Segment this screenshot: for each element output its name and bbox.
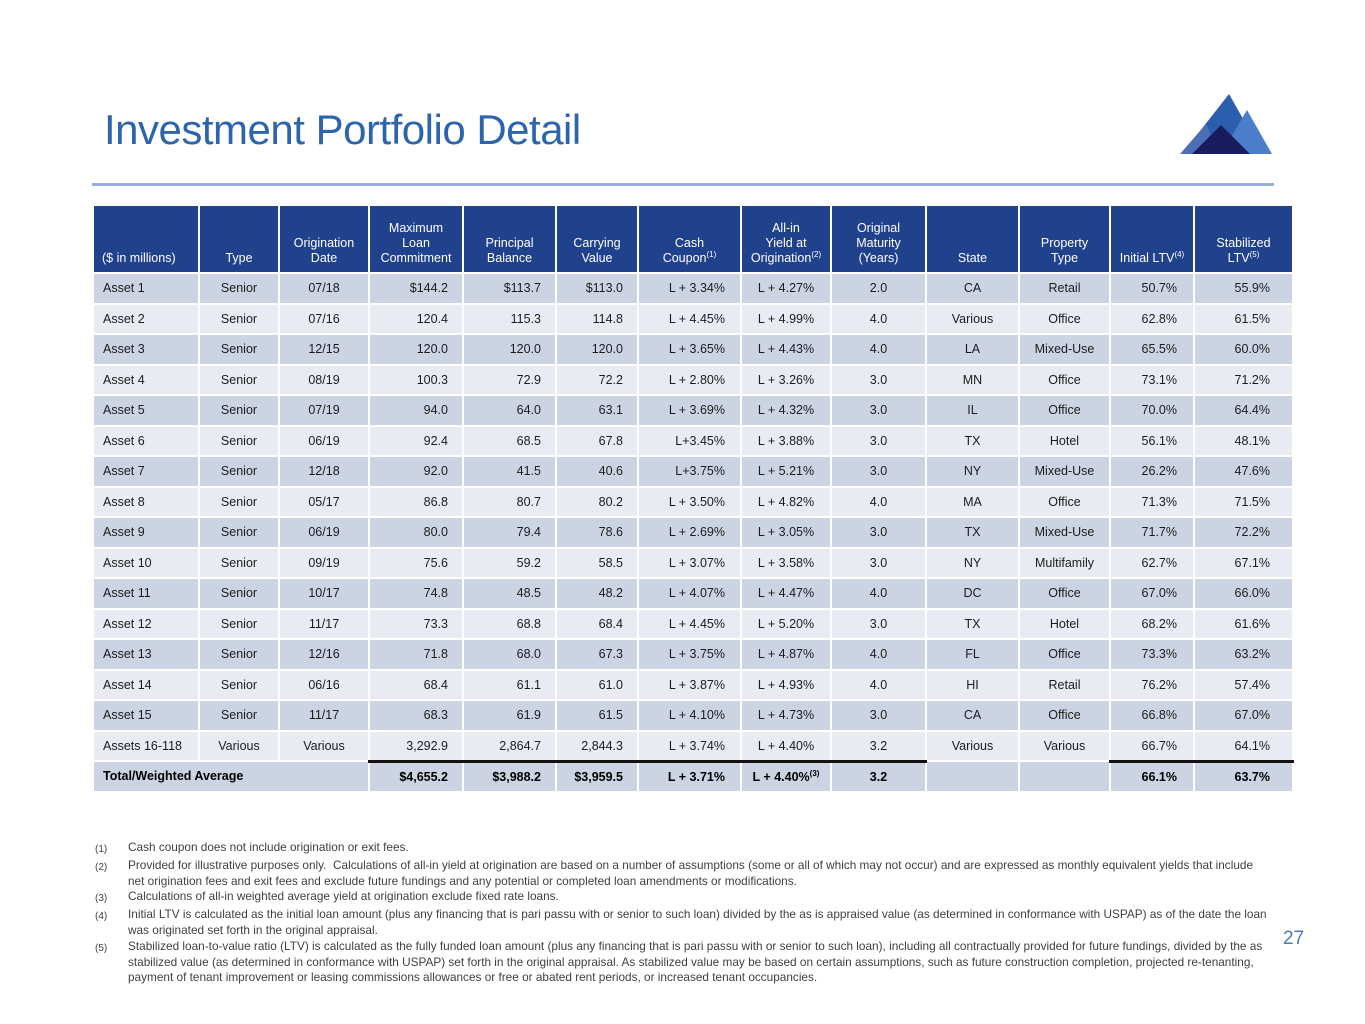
table-cell: 92.0 [369,456,463,487]
row-label: Asset 11 [93,578,199,609]
table-cell: Mixed-Use [1019,456,1110,487]
table-cell: 68.8 [463,609,556,640]
table-cell: 08/19 [279,365,369,396]
table-cell: 66.7% [1110,731,1194,762]
column-header: Type [199,205,279,273]
table-cell: MN [926,365,1019,396]
table-cell: 3.0 [831,517,926,548]
table-cell: 80.2 [556,487,638,518]
table-cell: 58.5 [556,548,638,579]
table-cell: 61.0 [556,670,638,701]
table-cell: 120.0 [463,334,556,365]
table-cell: 48.1% [1194,426,1293,457]
table-cell: 05/17 [279,487,369,518]
table-cell: 114.8 [556,304,638,335]
table-cell: Office [1019,365,1110,396]
footnote [95,889,1270,907]
row-label: Asset 15 [93,700,199,731]
table-cell: Senior [199,365,279,396]
table-cell: Senior [199,304,279,335]
table-cell: 120.4 [369,304,463,335]
table-cell: TX [926,426,1019,457]
table-cell: 74.8 [369,578,463,609]
table-row [93,578,1293,609]
table-row [93,456,1293,487]
table-cell: Senior [199,487,279,518]
table-cell: 68.4 [556,609,638,640]
table-cell: 2,864.7 [463,731,556,762]
table-cell: L + 4.32% [741,395,831,426]
table-cell: 26.2% [1110,456,1194,487]
total-row [93,761,1293,792]
table-cell: NY [926,456,1019,487]
table-cell: 67.0% [1194,700,1293,731]
table-cell: 79.4 [463,517,556,548]
table-cell: L + 3.88% [741,426,831,457]
table-row [93,426,1293,457]
table-cell: L + 5.20% [741,609,831,640]
table-row [93,304,1293,335]
table-cell: 61.9 [463,700,556,731]
table-cell: 68.3 [369,700,463,731]
table-cell: $113.7 [463,273,556,304]
table-cell: 63.2% [1194,639,1293,670]
table-cell: L + 2.69% [638,517,741,548]
table-row [93,365,1293,396]
table-cell: L + 3.65% [638,334,741,365]
table-cell: Office [1019,487,1110,518]
table-cell: Senior [199,670,279,701]
table-row [93,273,1293,304]
table-cell: 59.2 [463,548,556,579]
table-cell: HI [926,670,1019,701]
table-cell: L + 4.40% [741,731,831,762]
table-cell: Senior [199,517,279,548]
table-cell: 06/19 [279,426,369,457]
row-label: Asset 9 [93,517,199,548]
table-cell: L + 3.05% [741,517,831,548]
table-cell: 12/16 [279,639,369,670]
column-header: Principal Balance [463,205,556,273]
table-cell: Senior [199,609,279,640]
table-cell: L + 4.93% [741,670,831,701]
column-header: Carrying Value [556,205,638,273]
table-cell: Senior [199,334,279,365]
total-cell: $3,988.2 [463,761,556,792]
table-cell: 07/19 [279,395,369,426]
table-cell: Senior [199,578,279,609]
footnote-number: (4) [95,911,108,923]
table-cell: 06/19 [279,517,369,548]
column-header: Stabilized LTV$^{(5)}$ [1194,205,1293,273]
table-cell: 4.0 [831,670,926,701]
table-cell: 64.4% [1194,395,1293,426]
table-cell: 75.6 [369,548,463,579]
table-cell: FL [926,639,1019,670]
table-cell: L+3.75% [638,456,741,487]
table-cell: L + 3.74% [638,731,741,762]
table-cell: 3.0 [831,426,926,457]
title-divider [92,183,1274,186]
table-cell: 3.0 [831,395,926,426]
table-cell: 73.1% [1110,365,1194,396]
row-label: Asset 5 [93,395,199,426]
table-row [93,334,1293,365]
table-cell: Hotel [1019,426,1110,457]
page-number: 27 [1283,928,1305,949]
table-cell: L + 3.26% [741,365,831,396]
table-cell: 68.0 [463,639,556,670]
table-cell: 120.0 [556,334,638,365]
table-cell: 4.0 [831,334,926,365]
table-cell: 2.0 [831,273,926,304]
table-cell: 120.0 [369,334,463,365]
table-cell: 07/18 [279,273,369,304]
footnote [95,939,1270,986]
table-cell: CA [926,700,1019,731]
table-cell: 80.7 [463,487,556,518]
table-cell: 66.0% [1194,578,1293,609]
table-cell: 68.5 [463,426,556,457]
column-header: Maximum Loan Commitment [369,205,463,273]
table-cell: 57.4% [1194,670,1293,701]
table-cell: L + 3.58% [741,548,831,579]
total-cell: $3,959.5 [556,761,638,792]
table-cell: L + 2.80% [638,365,741,396]
footnote [95,858,1270,890]
table-cell: L + 4.07% [638,578,741,609]
table-cell: Office [1019,700,1110,731]
table-cell: Senior [199,456,279,487]
table-cell: L + 3.34% [638,273,741,304]
column-header: All-in Yield at Origination$^{(2)}$ [741,205,831,273]
total-cell: 3.2 [831,761,926,792]
row-label: Asset 14 [93,670,199,701]
table-cell: $144.2 [369,273,463,304]
table-cell: Hotel [1019,609,1110,640]
table-cell: 78.6 [556,517,638,548]
table-cell: L + 3.75% [638,639,741,670]
table-cell: 71.2% [1194,365,1293,396]
table-cell: L + 3.87% [638,670,741,701]
table-cell: Various [1019,731,1110,762]
table-cell: 12/18 [279,456,369,487]
table-cell: 3.0 [831,456,926,487]
table-cell: L + 3.50% [638,487,741,518]
column-header: ($ in millions) [93,205,199,273]
total-row-label: Total/Weighted Average [93,761,369,792]
table-cell: 67.3 [556,639,638,670]
table-cell: Various [926,731,1019,762]
table-row [93,670,1293,701]
table-cell: CA [926,273,1019,304]
portfolio-table-container [92,204,1292,793]
table-row [93,609,1293,640]
table-cell: L + 4.43% [741,334,831,365]
table-cell: L + 4.73% [741,700,831,731]
table-cell: 64.1% [1194,731,1293,762]
table-cell: 62.7% [1110,548,1194,579]
total-cell: 63.7% [1194,761,1293,792]
table-cell: 72.2% [1194,517,1293,548]
table-cell: 92.4 [369,426,463,457]
table-cell: 06/16 [279,670,369,701]
table-cell: 62.8% [1110,304,1194,335]
table-cell: 3.2 [831,731,926,762]
table-cell: Office [1019,395,1110,426]
table-cell: 73.3 [369,609,463,640]
table-cell: MA [926,487,1019,518]
table-cell: 80.0 [369,517,463,548]
row-label: Asset 10 [93,548,199,579]
table-cell: 115.3 [463,304,556,335]
row-label: Asset 13 [93,639,199,670]
table-cell: 4.0 [831,487,926,518]
row-label: Asset 1 [93,273,199,304]
table-cell: L + 4.10% [638,700,741,731]
row-label: Asset 7 [93,456,199,487]
table-cell: 71.7% [1110,517,1194,548]
table-row [93,639,1293,670]
row-label: Assets 16-118 [93,731,199,762]
table-cell: 60.0% [1194,334,1293,365]
table-cell: 61.5% [1194,304,1293,335]
table-cell: 50.7% [1110,273,1194,304]
table-cell: 55.9% [1194,273,1293,304]
table-cell: NY [926,548,1019,579]
table-cell: Mixed-Use [1019,517,1110,548]
column-header: Origination Date [279,205,369,273]
table-cell: 48.5 [463,578,556,609]
table-cell: Retail [1019,670,1110,701]
column-header: Cash Coupon$^{(1)}$ [638,205,741,273]
table-cell: 4.0 [831,578,926,609]
table-cell: Multifamily [1019,548,1110,579]
table-row [93,700,1293,731]
table-cell: 3.0 [831,700,926,731]
table-cell: 100.3 [369,365,463,396]
footnotes [95,840,1270,986]
table-cell: 64.0 [463,395,556,426]
table-cell: DC [926,578,1019,609]
table-cell: 66.8% [1110,700,1194,731]
table-cell: 09/19 [279,548,369,579]
table-cell: L + 4.45% [638,609,741,640]
table-cell: 61.5 [556,700,638,731]
table-cell: L + 4.82% [741,487,831,518]
table-cell: 67.0% [1110,578,1194,609]
table-cell: 48.2 [556,578,638,609]
row-label: Asset 3 [93,334,199,365]
table-cell: L + 4.87% [741,639,831,670]
table-cell: 65.5% [1110,334,1194,365]
footnote-text: Provided for illustrative purposes only. Calculations of all-in yield at origination are based on a number of assumptions (some or all of which may not occur) and are expressed as monthly equivalent yields that include net origination fees and exit fees and exclude future fundings and any potential or completed loan amendments or modifications. [128,857,1257,888]
row-label: Asset 4 [93,365,199,396]
table-cell: 11/17 [279,609,369,640]
footnote [95,840,1270,858]
table-cell: Senior [199,426,279,457]
table-cell: 07/16 [279,304,369,335]
table-cell: 71.8 [369,639,463,670]
table-cell: 67.8 [556,426,638,457]
table-cell: 4.0 [831,304,926,335]
footnote-text: Stabilized loan-to-value ratio (LTV) is calculated as the fully funded loan amount (plus any financing that is pari passu with or senior to such loan), including all contractually provided for future fundings, divided by the as stabilized value (as determined in conformance with USPAP) set forth in the original appraisal. As stabilized value may be based on certain assumptions, such as future construction completion, projected re-tenanting, payment of tenant improvement or leasing commissions allowances or free or abated rent periods, or increased tenant occupancies. [128,938,1266,985]
table-cell: 61.6% [1194,609,1293,640]
total-cell: $4,655.2 [369,761,463,792]
total-cell [1019,761,1110,792]
table-cell: L+3.45% [638,426,741,457]
table-cell: L + 3.69% [638,395,741,426]
table-cell: IL [926,395,1019,426]
total-cell: L + 3.71% [638,761,741,792]
table-cell: 72.2 [556,365,638,396]
table-row [93,731,1293,762]
total-cell [926,761,1019,792]
table-cell: Office [1019,639,1110,670]
table-cell: Mixed-Use [1019,334,1110,365]
table-cell: 12/15 [279,334,369,365]
row-label: Asset 2 [93,304,199,335]
table-cell: L + 4.47% [741,578,831,609]
table-cell: L + 4.27% [741,273,831,304]
table-cell: 76.2% [1110,670,1194,701]
table-cell: L + 4.99% [741,304,831,335]
footnote-number: (2) [95,861,108,873]
table-cell: $113.0 [556,273,638,304]
table-cell: 86.8 [369,487,463,518]
table-cell: 94.0 [369,395,463,426]
table-cell: 47.6% [1194,456,1293,487]
table-cell: Various [199,731,279,762]
footnote-number: (3) [95,893,108,905]
footnote-text: Cash coupon does not include origination or exit fees. [128,840,409,854]
total-cell: L + 4.40%$^{(3)}$ [741,761,831,792]
table-cell: 56.1% [1110,426,1194,457]
table-cell: 68.4 [369,670,463,701]
table-cell: Senior [199,639,279,670]
row-label: Asset 12 [93,609,199,640]
table-cell: 70.0% [1110,395,1194,426]
header-row [93,205,1293,273]
table-cell: 3.0 [831,365,926,396]
mountain-logo-icon [1176,90,1274,158]
row-label: Asset 8 [93,487,199,518]
table-row [93,548,1293,579]
table-cell: Senior [199,548,279,579]
table-cell: Office [1019,304,1110,335]
table-cell: Senior [199,273,279,304]
table-row [93,517,1293,548]
table-cell: 61.1 [463,670,556,701]
footnote [95,907,1270,939]
table-cell: TX [926,517,1019,548]
footnote-text: Initial LTV is calculated as the initial loan amount (plus any financing that is pari passu with or senior to such loan) divided by the as is appraised value (as determined in conformance with USPAP) as of the date the loan was originated set forth in the original appraisal. [128,907,1270,937]
table-cell: LA [926,334,1019,365]
table-cell: Various [926,304,1019,335]
table-cell: 71.3% [1110,487,1194,518]
table-cell: 67.1% [1194,548,1293,579]
table-cell: 2,844.3 [556,731,638,762]
table-cell: 3,292.9 [369,731,463,762]
column-header: Original Maturity (Years) [831,205,926,273]
table-cell: 72.9 [463,365,556,396]
column-header: State [926,205,1019,273]
table-cell: 68.2% [1110,609,1194,640]
row-label: Asset 6 [93,426,199,457]
column-header: Property Type [1019,205,1110,273]
table-cell: L + 4.45% [638,304,741,335]
table-cell: 40.6 [556,456,638,487]
table-cell: 4.0 [831,639,926,670]
table-cell: 63.1 [556,395,638,426]
table-cell: Senior [199,395,279,426]
portfolio-table [92,204,1294,793]
table-cell: 71.5% [1194,487,1293,518]
table-row [93,395,1293,426]
footnote-text: Calculations of all-in weighted average yield at origination exclude fixed rate loans. [128,889,559,904]
table-cell: 3.0 [831,548,926,579]
table-cell: Retail [1019,273,1110,304]
page-title: Investment Portfolio Detail [104,106,581,153]
total-cell: 66.1% [1110,761,1194,792]
table-cell: 73.3% [1110,639,1194,670]
table-cell: Senior [199,700,279,731]
table-cell: L + 3.07% [638,548,741,579]
table-cell: Office [1019,578,1110,609]
footnote-number: (1) [95,844,108,855]
footnote-number: (5) [95,942,108,954]
table-cell: 11/17 [279,700,369,731]
table-cell: Various [279,731,369,762]
table-cell: TX [926,609,1019,640]
table-cell: 10/17 [279,578,369,609]
column-header: Initial LTV$^{(4)}$ [1110,205,1194,273]
table-cell: 3.0 [831,609,926,640]
table-cell: 41.5 [463,456,556,487]
table-row [93,487,1293,518]
table-cell: L + 5.21% [741,456,831,487]
